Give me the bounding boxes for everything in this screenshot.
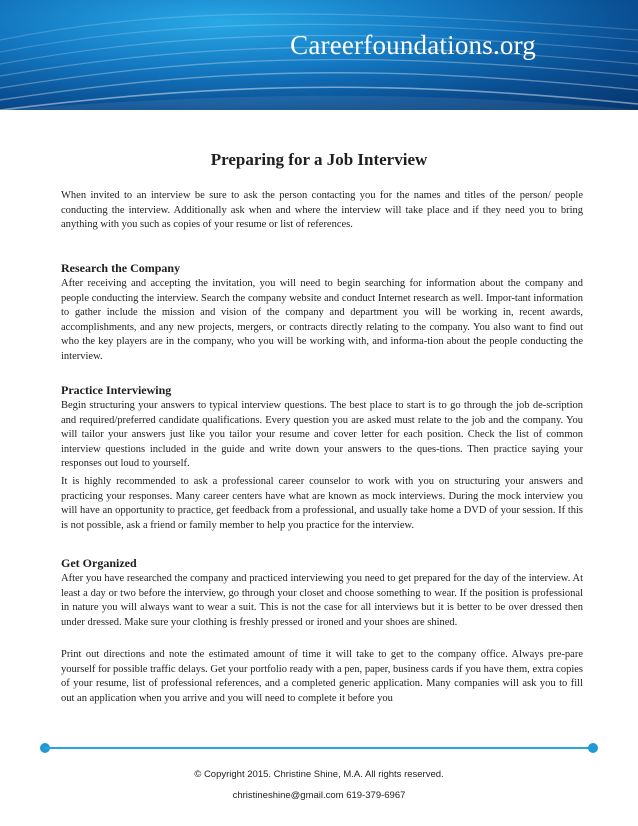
organized-paragraph-2: Print out directions and note the estimated amount of time it will take to get to the company office. Always pre-pare yourself for possible traffic delays. Get your portfolio ready with a pen, paper, business cards if you have them, extra copies of your resume, list of professional references, and a completed generic application. Many companies will ask you to fill out an application when you arrive and you will need to complete it before you [61,649,583,704]
site-title: Careerfoundations.org [290,30,536,60]
practice-heading: Practice Interviewing [61,383,172,397]
footer-divider [44,747,594,749]
practice-paragraph-1: Begin structuring your answers to typical interview questions. The best place to start is to go through the job de-scription and required/preferred candidate qualifications. Every question you are asked must relate to the job and the company. You will tailor your answers just like you tailor your resume and cover letter for each position. Check the list of common interview questions included in the guide and write down your answers to the ques-tions. Then practice saying your responses out loud to yourself. [61,400,583,469]
intro-paragraph: When invited to an interview be sure to ask the person contacting you for the names and titles of the person/ people conducting the interview. Additionally ask when and where the interview will take place and if they need you to bring anything with you such as copies of your resume or list of references. [61,190,583,230]
footer-contact: christineshine@gmail.com 619-379-6967 [232,790,406,801]
organized-heading: Get Organized [61,556,137,570]
divider-right-dot [588,743,598,753]
research-heading: Research the Company [61,261,181,275]
practice-paragraph-2: It is highly recommended to ask a professional career counselor to work with you on structuring your answers and practicing your responses. Many career centers have what are known as mock interviews. During the mock interview you will have an opportunity to practice, get feedback from a professional, and usually take home a DVD of your session. If this is not possible, ask a friend or family member to help you practice for the interview. [61,476,583,531]
header-banner [0,0,638,110]
organized-paragraph-1: After you have researched the company and practiced interviewing you need to get prepared for the day of the interview. At least a day or two before the interview, go through your closet and choose something to wear. If the position is professional in nature you will always want to wear a suit. This is not the case for all interviews but it is better to be over dressed then under dressed. Make sure your clothing is freshly pressed or ironed and your shoes are shined. [61,573,583,628]
research-paragraph: After receiving and accepting the invitation, you will need to begin searching for information about the company and people conducting the interview. Search the company website and conduct Internet research as well. Impor-tant information to gather include the mission and vision of the company and department you will be working in, recent awards, accomplishments, and any new projects, mergers, or contracts directly relating to the company. You also want to find out who the key players are in the company, who you will be working with, and informa-tion about the people conducting the interview. [61,278,583,362]
footer-copyright: © Copyright 2015. Christine Shine, M.A. All rights reserved. [194,769,444,780]
page-title: Preparing for a Job Interview [210,150,428,169]
